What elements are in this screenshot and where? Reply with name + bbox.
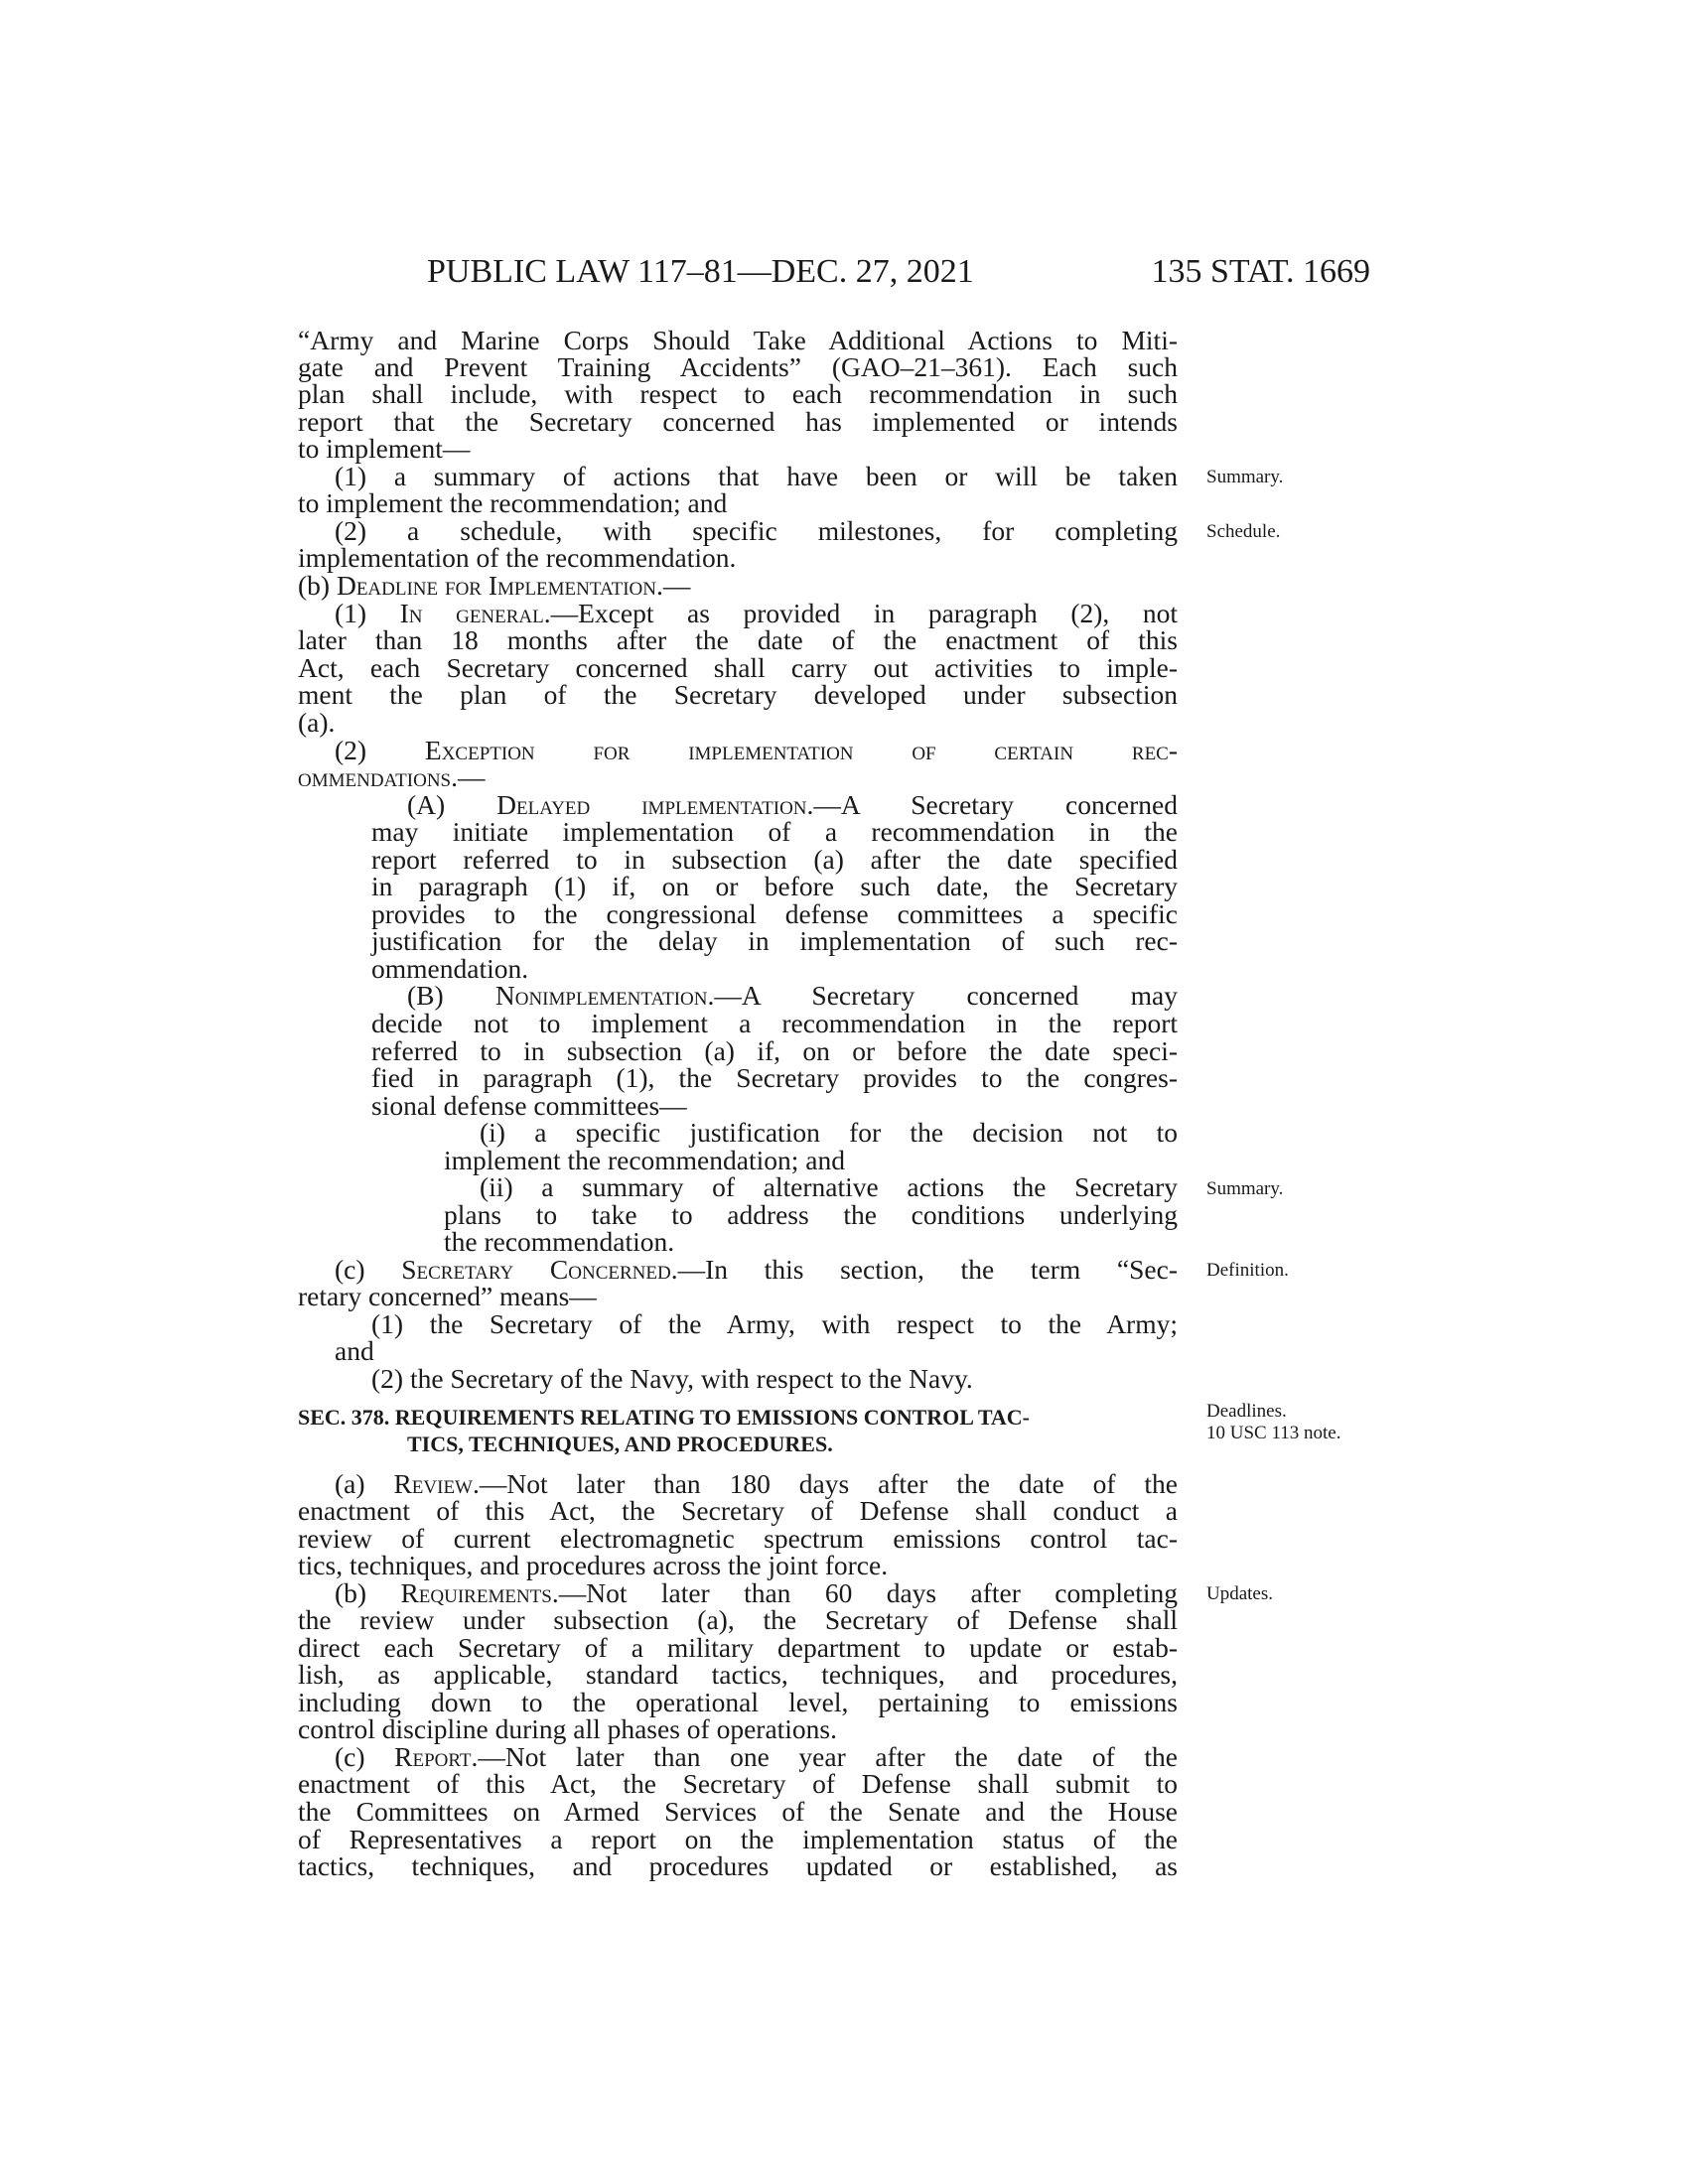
text-run: gate and Prevent Training Accidents” (GAO–21–361). Each such	[298, 351, 1178, 382]
text-line	[298, 435, 1178, 463]
text-run: report referred to in subsection (a) after the date specified	[371, 844, 1178, 875]
text-line	[371, 927, 1178, 955]
text-line	[371, 1037, 1178, 1065]
text-line	[371, 1310, 1178, 1338]
caption-heading: Nonimplementation	[494, 980, 708, 1011]
text-run: report that the Secretary concerned has implemented or intends	[298, 406, 1178, 437]
margin-note: Summary.	[1206, 1178, 1284, 1199]
text-run: ommendation.	[371, 953, 529, 984]
section-heading-line	[298, 1404, 1178, 1432]
margin-note: 10 USC 113 note.	[1206, 1423, 1341, 1443]
text-run: .—A Secretary concerned may	[707, 980, 1178, 1011]
text-line	[371, 873, 1178, 900]
text-line	[298, 1852, 1178, 1880]
text-run: (c)	[335, 1254, 402, 1285]
caption-heading: ommendations	[298, 761, 452, 792]
section-heading-line	[407, 1431, 1178, 1458]
text-line	[298, 1497, 1178, 1525]
text-line	[371, 1010, 1178, 1037]
text-run: .—Not later than one year after the date of the	[471, 1741, 1178, 1772]
text-line	[298, 626, 1178, 654]
margin-note: Definition.	[1206, 1260, 1289, 1281]
text-line	[298, 408, 1178, 436]
text-run: (1) a summary of actions that have been or will be taken	[335, 461, 1178, 491]
text-line	[298, 681, 1178, 709]
text-line	[298, 1525, 1178, 1553]
text-line	[298, 1826, 1178, 1853]
text-run: implement the recommendation; and	[444, 1145, 845, 1175]
text-run: to implement the recommendation; and	[298, 487, 728, 518]
caption-heading: Delayed implementation	[496, 789, 807, 820]
caption-heading: Deadline for Implementation	[336, 570, 656, 601]
text-line	[335, 1743, 1178, 1771]
text-run: (2)	[335, 735, 425, 765]
page-header	[298, 253, 1370, 303]
text-run: .—Not later than 180 days after the date of the	[473, 1468, 1179, 1499]
text-run: to implement—	[298, 433, 471, 464]
statute-page-number: 135 STAT. 1669	[1151, 253, 1370, 290]
text-line	[298, 1552, 1178, 1579]
margin-note: Deadlines.	[1206, 1401, 1287, 1422]
text-run: retary concerned” means—	[298, 1281, 597, 1311]
text-line	[298, 544, 1178, 572]
text-run: sional defense committees—	[371, 1090, 687, 1121]
text-run: (B)	[407, 980, 495, 1011]
text-line	[335, 600, 1178, 627]
text-run: tics, techniques, and procedures across the joint force.	[298, 1550, 889, 1580]
text-run: ment the plan of the Secretary developed under subsection	[298, 679, 1178, 710]
margin-note: Schedule.	[1206, 521, 1281, 542]
text-run: SEC. 378. REQUIREMENTS RELATING TO EMISSIONS CONTROL TAC-	[298, 1405, 1030, 1430]
text-line	[444, 1147, 1178, 1174]
text-line	[298, 763, 1178, 791]
text-run: referred to in subsection (a) if, on or before the date speci-	[371, 1035, 1178, 1066]
text-run: .—In this section, the term “Sec-	[670, 1254, 1178, 1285]
margin-note: Summary.	[1206, 467, 1284, 487]
text-run: the review under subsection (a), the Secretary of Defense shall	[298, 1604, 1178, 1635]
text-run: implementation of the recommendation.	[298, 542, 737, 573]
text-line	[407, 791, 1178, 819]
text-run: .—	[451, 761, 486, 792]
text-line	[335, 463, 1178, 490]
text-run: .—	[655, 570, 691, 601]
text-run: .—Except as provided in paragraph (2), not	[543, 598, 1178, 628]
text-line	[371, 900, 1178, 928]
text-line	[298, 353, 1178, 381]
text-run: plans to take to address the conditions underlying	[444, 1199, 1178, 1230]
text-line	[335, 737, 1178, 764]
caption-heading: In general	[399, 598, 544, 628]
text-line	[480, 1119, 1178, 1147]
text-line	[444, 1201, 1178, 1229]
text-line	[298, 1283, 1178, 1310]
text-line	[298, 709, 1178, 737]
text-run: control discipline during all phases of operations.	[298, 1713, 838, 1744]
text-run: (1)	[335, 598, 400, 628]
text-line	[371, 846, 1178, 874]
margin-note: Updates.	[1206, 1583, 1274, 1604]
text-run: justification for the delay in implementation of such rec-	[371, 925, 1178, 956]
text-run: direct each Secretary of a military department to update or estab-	[298, 1632, 1178, 1663]
text-run: (a)	[335, 1468, 394, 1499]
text-line	[298, 489, 1178, 517]
text-line	[371, 1064, 1178, 1092]
text-run: “Army and Marine Corps Should Take Additional Actions to Miti-	[298, 325, 1178, 355]
text-run: (1) the Secretary of the Army, with respect to the Army;	[371, 1308, 1178, 1339]
text-run: (a).	[298, 707, 336, 738]
text-run: (b)	[298, 570, 337, 601]
text-line	[298, 1689, 1178, 1716]
text-line	[298, 380, 1178, 408]
text-run: plan shall include, with respect to each recommendation in such	[298, 378, 1178, 409]
text-run: (c)	[335, 1741, 395, 1772]
text-line	[298, 1634, 1178, 1662]
text-line	[298, 1661, 1178, 1689]
caption-heading: Secretary Concerned	[401, 1254, 671, 1285]
text-line	[407, 982, 1178, 1010]
text-run: .—A Secretary concerned	[806, 789, 1178, 820]
text-line	[298, 654, 1178, 682]
caption-heading: Review	[393, 1468, 473, 1499]
text-run: and	[335, 1335, 374, 1366]
text-line	[298, 1770, 1178, 1798]
text-run: the Committees on Armed Services of the Senate and the House	[298, 1796, 1178, 1827]
text-run: tactics, techniques, and procedures updated or established, as	[298, 1850, 1178, 1881]
text-run: provides to the congressional defense committees a specific	[371, 898, 1178, 929]
text-run: decide not to implement a recommendation in the report	[371, 1008, 1178, 1038]
text-line	[480, 1173, 1178, 1201]
text-line	[371, 955, 1178, 983]
text-line	[371, 1092, 1178, 1120]
text-line	[298, 1798, 1178, 1826]
text-run: later than 18 months after the date of the enactment of this	[298, 624, 1178, 655]
text-run: enactment of this Act, the Secretary of Defense shall conduct a	[298, 1495, 1178, 1526]
text-line	[335, 1337, 1178, 1365]
text-run: (b)	[335, 1577, 401, 1608]
text-run: TICS, TECHNIQUES, AND PROCEDURES.	[407, 1432, 833, 1456]
text-run: (A)	[407, 789, 497, 820]
text-line	[371, 818, 1178, 846]
text-run: may initiate implementation of a recommendation in the	[371, 816, 1178, 847]
caption-heading: Exception for implementation of certain rec-	[424, 735, 1178, 765]
text-run: fied in paragraph (1), the Secretary provides to the congres-	[371, 1062, 1178, 1093]
text-line	[371, 1365, 1178, 1393]
text-line	[298, 1606, 1178, 1634]
text-line	[335, 1579, 1178, 1607]
text-line	[444, 1228, 1178, 1256]
running-head: PUBLIC LAW 117–81—DEC. 27, 2021	[427, 253, 974, 290]
caption-heading: Requirements	[400, 1577, 552, 1608]
text-run: in paragraph (1) if, on or before such date, the Secretary	[371, 871, 1178, 901]
text-run: (i) a specific justification for the decision not to	[480, 1117, 1178, 1148]
text-run: enactment of this Act, the Secretary of Defense shall submit to	[298, 1768, 1178, 1799]
text-run: (2) the Secretary of the Navy, with respect to the Navy.	[371, 1363, 973, 1394]
text-run: the recommendation.	[444, 1226, 675, 1257]
text-run: (ii) a summary of alternative actions the Secretary	[480, 1171, 1178, 1202]
text-run: (2) a schedule, with specific milestones, for completing	[335, 515, 1178, 546]
text-line	[298, 1715, 1178, 1743]
text-line	[335, 1470, 1178, 1498]
text-run: including down to the operational level, pertaining to emissions	[298, 1687, 1178, 1717]
text-line	[335, 517, 1178, 545]
text-run: lish, as applicable, standard tactics, techniques, and procedures,	[298, 1659, 1178, 1690]
text-run: .—Not later than 60 days after completing	[551, 1577, 1178, 1608]
text-line	[335, 1256, 1178, 1284]
text-run: of Representatives a report on the implementation status of the	[298, 1824, 1178, 1854]
caption-heading: Report	[394, 1741, 472, 1772]
text-line	[298, 327, 1178, 354]
text-run: review of current electromagnetic spectrum emissions control tac-	[298, 1523, 1178, 1554]
text-run: Act, each Secretary concerned shall carry out activities to imple-	[298, 652, 1178, 683]
text-line	[298, 572, 1178, 600]
